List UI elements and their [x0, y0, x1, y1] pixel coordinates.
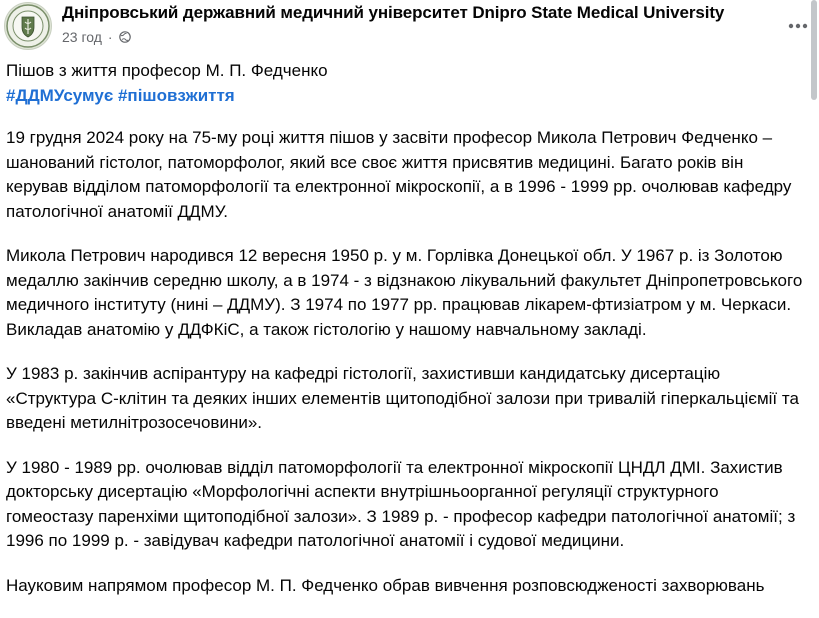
more-horizontal-icon [788, 23, 808, 29]
page-avatar[interactable] [4, 2, 52, 50]
hashtag-line [6, 84, 806, 109]
post-paragraph: У 1983 р. закінчив аспірантуру на кафедрі гістології, захистивши кандидатську дисертацію «Структура С-клітин та деяких інших елементів щитоподібної залози при тривалій гіперкальціємії та введені метилнітрозосечовини». [6, 364, 799, 432]
post-header [0, 0, 819, 52]
page-name-link[interactable]: Дніпровський державний медичний університет Dnipro State Medical University [62, 3, 725, 22]
hashtag-link[interactable]: #пішовзжиття [117, 85, 235, 105]
post-time[interactable]: 23 год [62, 29, 102, 45]
post-title: Пішов з життя професор М. П. Федченко [6, 61, 328, 80]
post-body [6, 59, 806, 618]
meta-separator: · [107, 29, 113, 45]
post-paragraph: Микола Петрович народився 12 вересня 1950 р. у м. Горлівка Донецької обл. У 1967 р. із Золотою медаллю закінчив середню школу, а в 1974 - з відзнакою лікувальний факультет Дніпропетровського медичного інституту (нині – ДДМУ). З 1974 по 1977 рр. працював лікарем-фтизіатром у м. Черкаси. Викладав анатомію у ДДФКіС, а також гістологію у нашому навчальному закладі. [6, 246, 803, 339]
post-paragraph: У 1980 - 1989 рр. очолював відділ патоморфології та електронної мікроскопії ЦНДЛ ДМІ. Захистив докторську дисертацію «Морфологічні аспекти внутрішньоорганної регуляції структурного гомеостазу паренхіми щитоподібної залози». З 1989 р. - професор кафедри патологічної анатомії; з 1996 по 1999 р. - завідувач кафедри патологічної анатомії і судової медицини. [6, 457, 796, 550]
more-options-button[interactable] [782, 10, 814, 42]
post-meta [62, 29, 131, 45]
scrollbar[interactable] [811, 0, 817, 100]
university-logo-icon [5, 3, 51, 49]
hashtag-link[interactable]: #ДДМУсумує [6, 85, 114, 105]
globe-icon [119, 31, 131, 43]
post-paragraph: 19 грудня 2024 року на 75-му році життя пішов у засвіти професор Микола Петрович Федченко – шанований гістолог, патоморфолог, який все своє життя присвятив медицині. Багато років він керував відділом патоморфології та електронної мікроскопії, а в 1996 - 1999 рр. очолював кафедру патологічної анатомії ДДМУ. [6, 128, 792, 221]
post-paragraph: Науковим напрямом професор М. П. Федченко обрав вивчення розповсюдженості захворювань [6, 575, 765, 595]
